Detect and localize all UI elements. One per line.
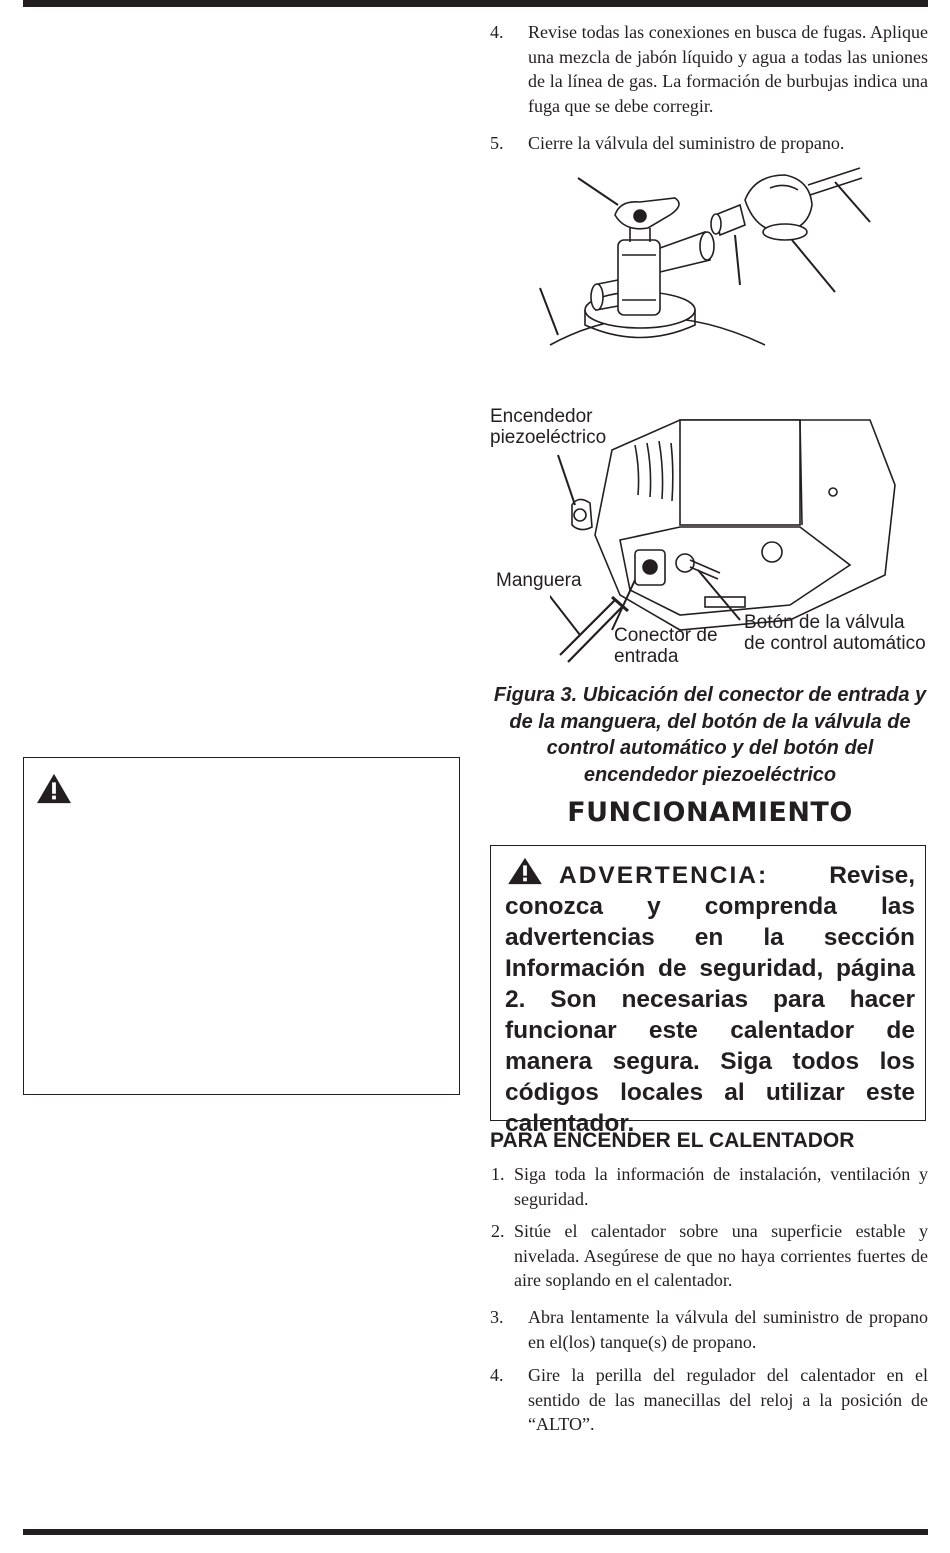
step-4-leak-check: 4. Revise todas las conexiones en busca de fugas. Aplique una mezcla de jabón líquido y agua a todas las uniones de la línea de gas. La formación de burbujas indica una fuga que se debe corregir. bbox=[490, 22, 928, 116]
warning-triangle-icon bbox=[505, 856, 545, 886]
subhead-light-heater: PARA ENCENDER EL CALENTADOR bbox=[490, 1129, 855, 1152]
warning-triangle-icon bbox=[35, 772, 73, 806]
label-control-valve-button: Botón de la válvula de control automático bbox=[744, 612, 926, 654]
light-step-3: 3. Abra lentamente la válvula del suministro de propano en el(los) tanque(s) de propano. bbox=[490, 1307, 928, 1352]
light-step-2: 2. Sitúe el calentador sobre una superficie estable y nivelada. Asegúrese de que no haya corrientes fuertes de aire soplando en el calentador. bbox=[491, 1221, 928, 1290]
warning-box bbox=[490, 845, 926, 1137]
top-rule bbox=[23, 0, 928, 7]
label-hose: Manguera bbox=[496, 570, 582, 591]
warning-text: ADVERTENCIA: Revise, conozca y comprenda las advertencias en la sección Información de seguridad, página 2. Son necesarias para hacer funcionar este calentador de manera segura. Siga todos los códigos locales al utilizar este calentador. bbox=[505, 856, 915, 1139]
tank-valve-regulator-illustration bbox=[530, 160, 930, 350]
light-step-4: 4. Gire la perilla del regulador del calentador en el sentido de las manecillas del reloj a la posición de “ALTO”. bbox=[490, 1365, 928, 1434]
light-step-1: 1. Siga toda la información de instalación, ventilación y seguridad. bbox=[491, 1164, 928, 1209]
section-title-funcionamiento: FUNCIONAMIENTO bbox=[567, 797, 853, 828]
label-inlet-connector: Conector de entrada bbox=[614, 625, 718, 667]
step-5-close-valve: 5. Cierre la válvula del suministro de propano. bbox=[490, 133, 845, 153]
figure-3-caption: Figura 3. Ubicación del conector de entrada y de la manguera, del botón de la válvula de control automático y del botón del encendedor piezoeléctrico bbox=[493, 684, 927, 786]
bottom-rule bbox=[23, 1529, 928, 1535]
blank-warning-box bbox=[23, 757, 460, 1095]
label-piezo-igniter: Encendedor piezoeléctrico bbox=[490, 406, 607, 448]
